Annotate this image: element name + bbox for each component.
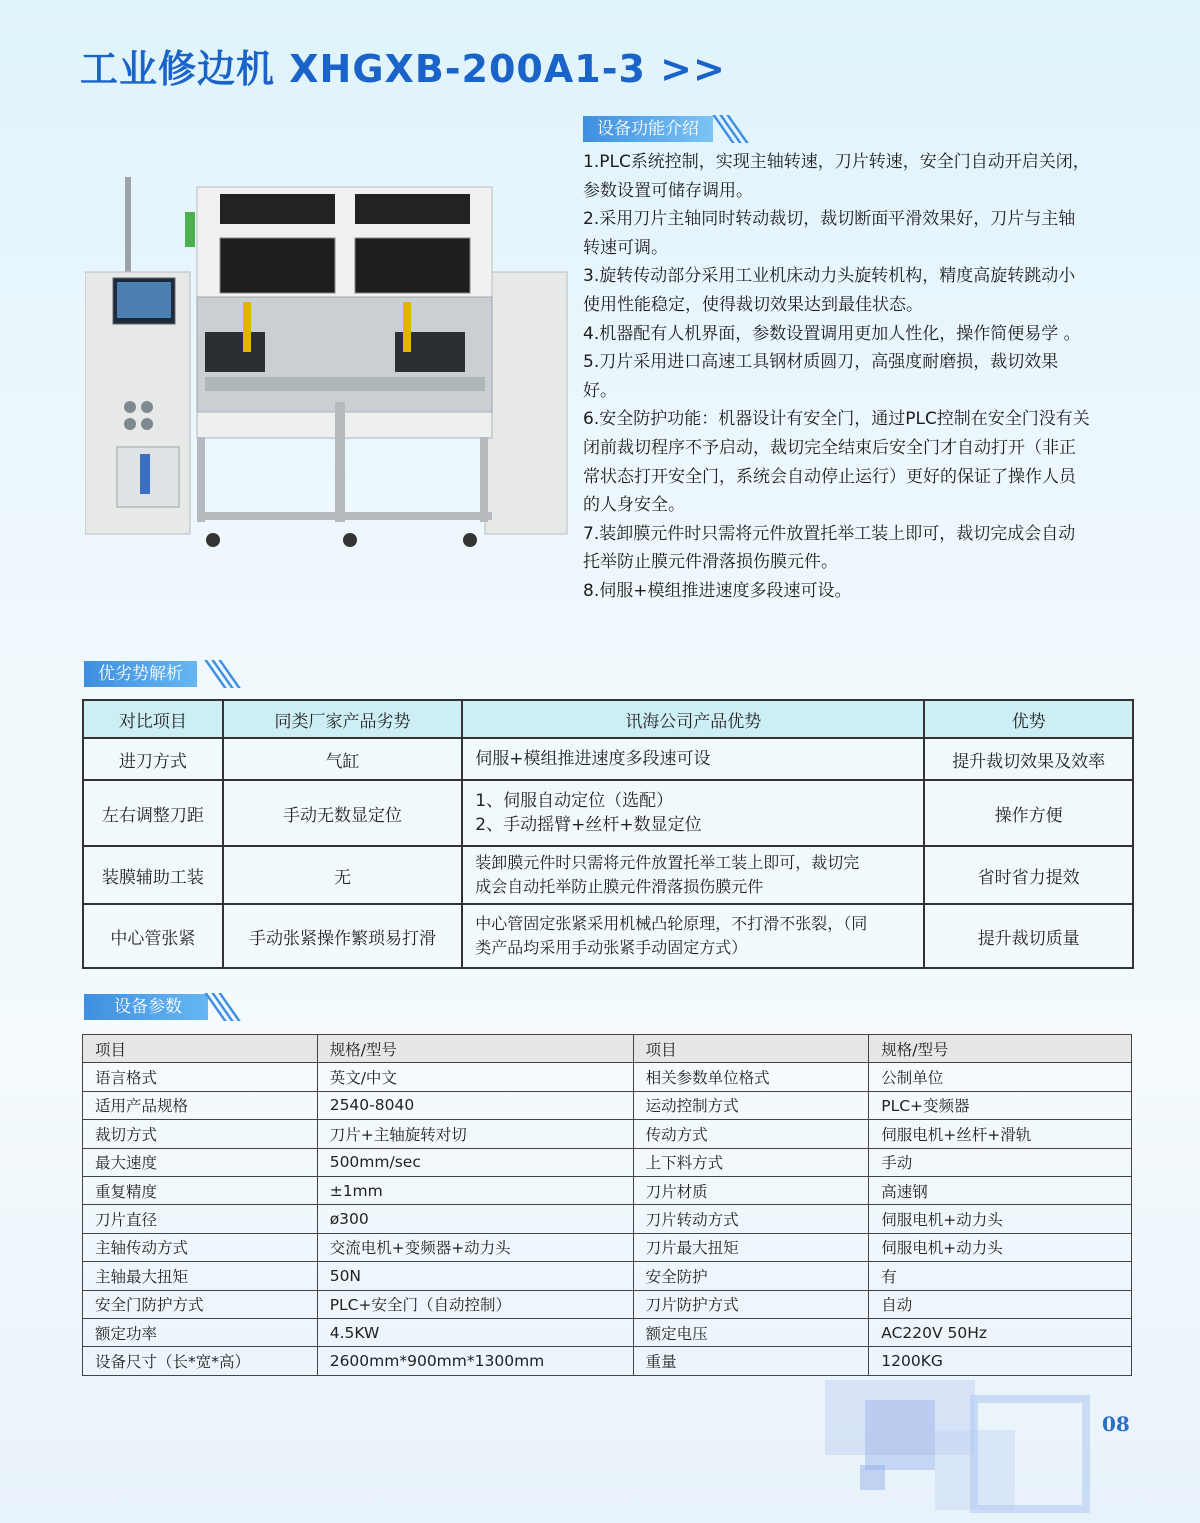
param-name: 最大速度 (83, 1148, 318, 1176)
compare-item: 中心管张紧 (83, 904, 223, 968)
param-name: 相关参数单位格式 (633, 1063, 869, 1091)
right-cabinet (485, 272, 567, 534)
param-name: 语言格式 (83, 1063, 318, 1091)
header-cell: 同类厂家产品劣势 (223, 700, 463, 738)
function-line: 闭前裁切程序不予启动，裁切完全结束后安全门才自动打开（非正 (583, 437, 1076, 458)
params-row (83, 1148, 1132, 1176)
param-name: 刀片材质 (633, 1176, 869, 1204)
machine-pole (125, 177, 131, 287)
company-strength: 伺服+模组推进速度多段速可设 (462, 738, 924, 780)
param-value: 手动 (869, 1148, 1132, 1176)
param-name: 主轴最大扭矩 (83, 1262, 318, 1290)
function-line: 好。 (583, 380, 617, 401)
param-value: 伺服电机+动力头 (869, 1233, 1132, 1261)
param-value: 500mm/sec (317, 1148, 633, 1176)
decor-square (860, 1465, 885, 1490)
param-value: 伺服电机+丝杆+滑轨 (869, 1120, 1132, 1148)
param-value: PLC+安全门（自动控制） (317, 1290, 633, 1318)
header-cell: 规格/型号 (317, 1035, 633, 1063)
param-name: 重复精度 (83, 1176, 318, 1204)
page-number: 08 (1102, 1412, 1130, 1436)
param-name: 适用产品规格 (83, 1091, 318, 1119)
header-cell: 项目 (633, 1035, 869, 1063)
company-strength: 中心管固定张紧采用机械凸轮原理，不打滑不张裂，（同 类产品均采用手动张紧手动固定方式） (462, 904, 924, 968)
param-name: 额定功率 (83, 1318, 318, 1346)
params-row (83, 1290, 1132, 1318)
param-name: 额定电压 (633, 1318, 869, 1346)
params-row (83, 1091, 1132, 1119)
param-name: 刀片防护方式 (633, 1290, 869, 1318)
params-row (83, 1205, 1132, 1233)
table-row (83, 738, 1133, 780)
params-row (83, 1318, 1132, 1346)
param-name: 重量 (633, 1347, 869, 1375)
params-row (83, 1233, 1132, 1261)
function-line: 2.采用刀片主轴同时转动裁切，裁切断面平滑效果好，刀片与主轴 (583, 209, 1076, 230)
table-row (83, 904, 1133, 968)
param-value: ±1mm (317, 1176, 633, 1204)
param-name: 传动方式 (633, 1120, 869, 1148)
advantage-value: 提升裁切效果及效率 (924, 738, 1133, 780)
param-value: 英文/中文 (317, 1063, 633, 1091)
param-name: 刀片直径 (83, 1205, 318, 1233)
header-cell: 讯海公司产品优势 (462, 700, 924, 738)
function-line: 使用性能稳定，使得裁切效果达到最佳状态。 (583, 294, 923, 315)
param-value: 高速钢 (869, 1176, 1132, 1204)
function-line: 转速可调。 (583, 237, 668, 258)
param-name: 刀片最大扭矩 (633, 1233, 869, 1261)
param-name: 上下料方式 (633, 1148, 869, 1176)
competitor-weakness: 无 (223, 846, 463, 904)
param-value: 2540-8040 (317, 1091, 633, 1119)
tag-slashes-decoration (214, 993, 235, 1019)
page-title: 工业修边机 XHGXB-200A1-3 >> (80, 47, 726, 91)
decor-square (865, 1400, 935, 1470)
param-name: 刀片转动方式 (633, 1205, 869, 1233)
params-table (82, 1034, 1132, 1376)
table-header-row (83, 700, 1133, 738)
param-value: 1200KG (869, 1347, 1132, 1375)
param-value: 4.5KW (317, 1318, 633, 1346)
param-value: AC220V 50Hz (869, 1318, 1132, 1346)
advantage-value: 操作方便 (924, 780, 1133, 846)
params-row (83, 1262, 1132, 1290)
function-list (583, 148, 1143, 606)
function-line: 4.机器配有人机界面，参数设置调用更加人性化，操作简便易学 。 (583, 323, 1081, 344)
param-value: 自动 (869, 1290, 1132, 1318)
function-line: 1.PLC系统控制，实现主轴转速，刀片转速，安全门自动开启关闭， (583, 152, 1090, 172)
param-value: 刀片+主轴旋转对切 (317, 1120, 633, 1148)
param-value: 50N (317, 1262, 633, 1290)
function-line: 5.刀片采用进口高速工具钢材质圆刀，高强度耐磨损，裁切效果 (583, 352, 1059, 373)
param-value: ø300 (317, 1205, 633, 1233)
advantage-value: 省时省力提效 (924, 846, 1133, 904)
header-cell: 规格/型号 (869, 1035, 1132, 1063)
param-name: 主轴传动方式 (83, 1233, 318, 1261)
function-line: 常状态打开安全门，系统会自动停止运行）更好的保证了操作人员 (583, 466, 1076, 487)
param-name: 安全防护 (633, 1262, 869, 1290)
params-section-tag: 设备参数 (84, 994, 208, 1020)
competitor-weakness: 气缸 (223, 738, 463, 780)
params-row (83, 1063, 1132, 1091)
function-line: 8.伺服+模组推进速度多段速可设。 (583, 580, 852, 601)
advantage-section-tag: 优劣势解析 (84, 661, 197, 687)
params-row (83, 1176, 1132, 1204)
function-line: 7.装卸膜元件时只需将元件放置托举工装上即可，裁切完成会自动 (583, 523, 1076, 544)
advantage-table (82, 699, 1134, 969)
param-name: 运动控制方式 (633, 1091, 869, 1119)
compare-item: 左右调整刀距 (83, 780, 223, 846)
tag-slashes-decoration (214, 660, 235, 686)
tag-slashes-decoration (722, 115, 743, 141)
function-line: 6.安全防护功能：机器设计有安全门，通过PLC控制在安全门没有关 (583, 409, 1090, 430)
param-value: 2600mm*900mm*1300mm (317, 1347, 633, 1375)
compare-item: 装膜辅助工装 (83, 846, 223, 904)
param-value: 交流电机+变频器+动力头 (317, 1233, 633, 1261)
header-cell: 对比项目 (83, 700, 223, 738)
function-line: 的人身安全。 (583, 495, 685, 516)
compare-item: 进刀方式 (83, 738, 223, 780)
table-row (83, 780, 1133, 846)
function-line: 参数设置可储存调用。 (583, 180, 753, 201)
table-row (83, 846, 1133, 904)
param-value: PLC+变频器 (869, 1091, 1132, 1119)
header-cell: 项目 (83, 1035, 318, 1063)
company-strength: 装卸膜元件时只需将元件放置托举工装上即可，裁切完 成会自动托举防止膜元件滑落损伤膜元件 (462, 846, 924, 904)
param-value: 有 (869, 1262, 1132, 1290)
header-cell: 优势 (924, 700, 1133, 738)
params-row (83, 1120, 1132, 1148)
competitor-weakness: 手动无数显定位 (223, 780, 463, 846)
param-value: 伺服电机+动力头 (869, 1205, 1132, 1233)
competitor-weakness: 手动张紧操作繁琐易打滑 (223, 904, 463, 968)
function-section-tag: 设备功能介绍 (583, 116, 713, 142)
decor-square (970, 1395, 1090, 1513)
company-strength: 1、伺服自动定位（选配） 2、手动摇臂+丝杆+数显定位 (462, 780, 924, 846)
function-line: 3.旋转传动部分采用工业机床动力头旋转机构，精度高旋转跳动小 (583, 266, 1076, 287)
function-line: 托举防止膜元件滑落损伤膜元件。 (583, 552, 838, 573)
param-name: 设备尺寸（长*宽*高） (83, 1347, 318, 1375)
advantage-value: 提升裁切质量 (924, 904, 1133, 968)
params-header-row (83, 1035, 1132, 1063)
param-value: 公制单位 (869, 1063, 1132, 1091)
params-row (83, 1347, 1132, 1375)
param-name: 安全门防护方式 (83, 1290, 318, 1318)
machine-illustration (85, 172, 575, 554)
param-name: 裁切方式 (83, 1120, 318, 1148)
